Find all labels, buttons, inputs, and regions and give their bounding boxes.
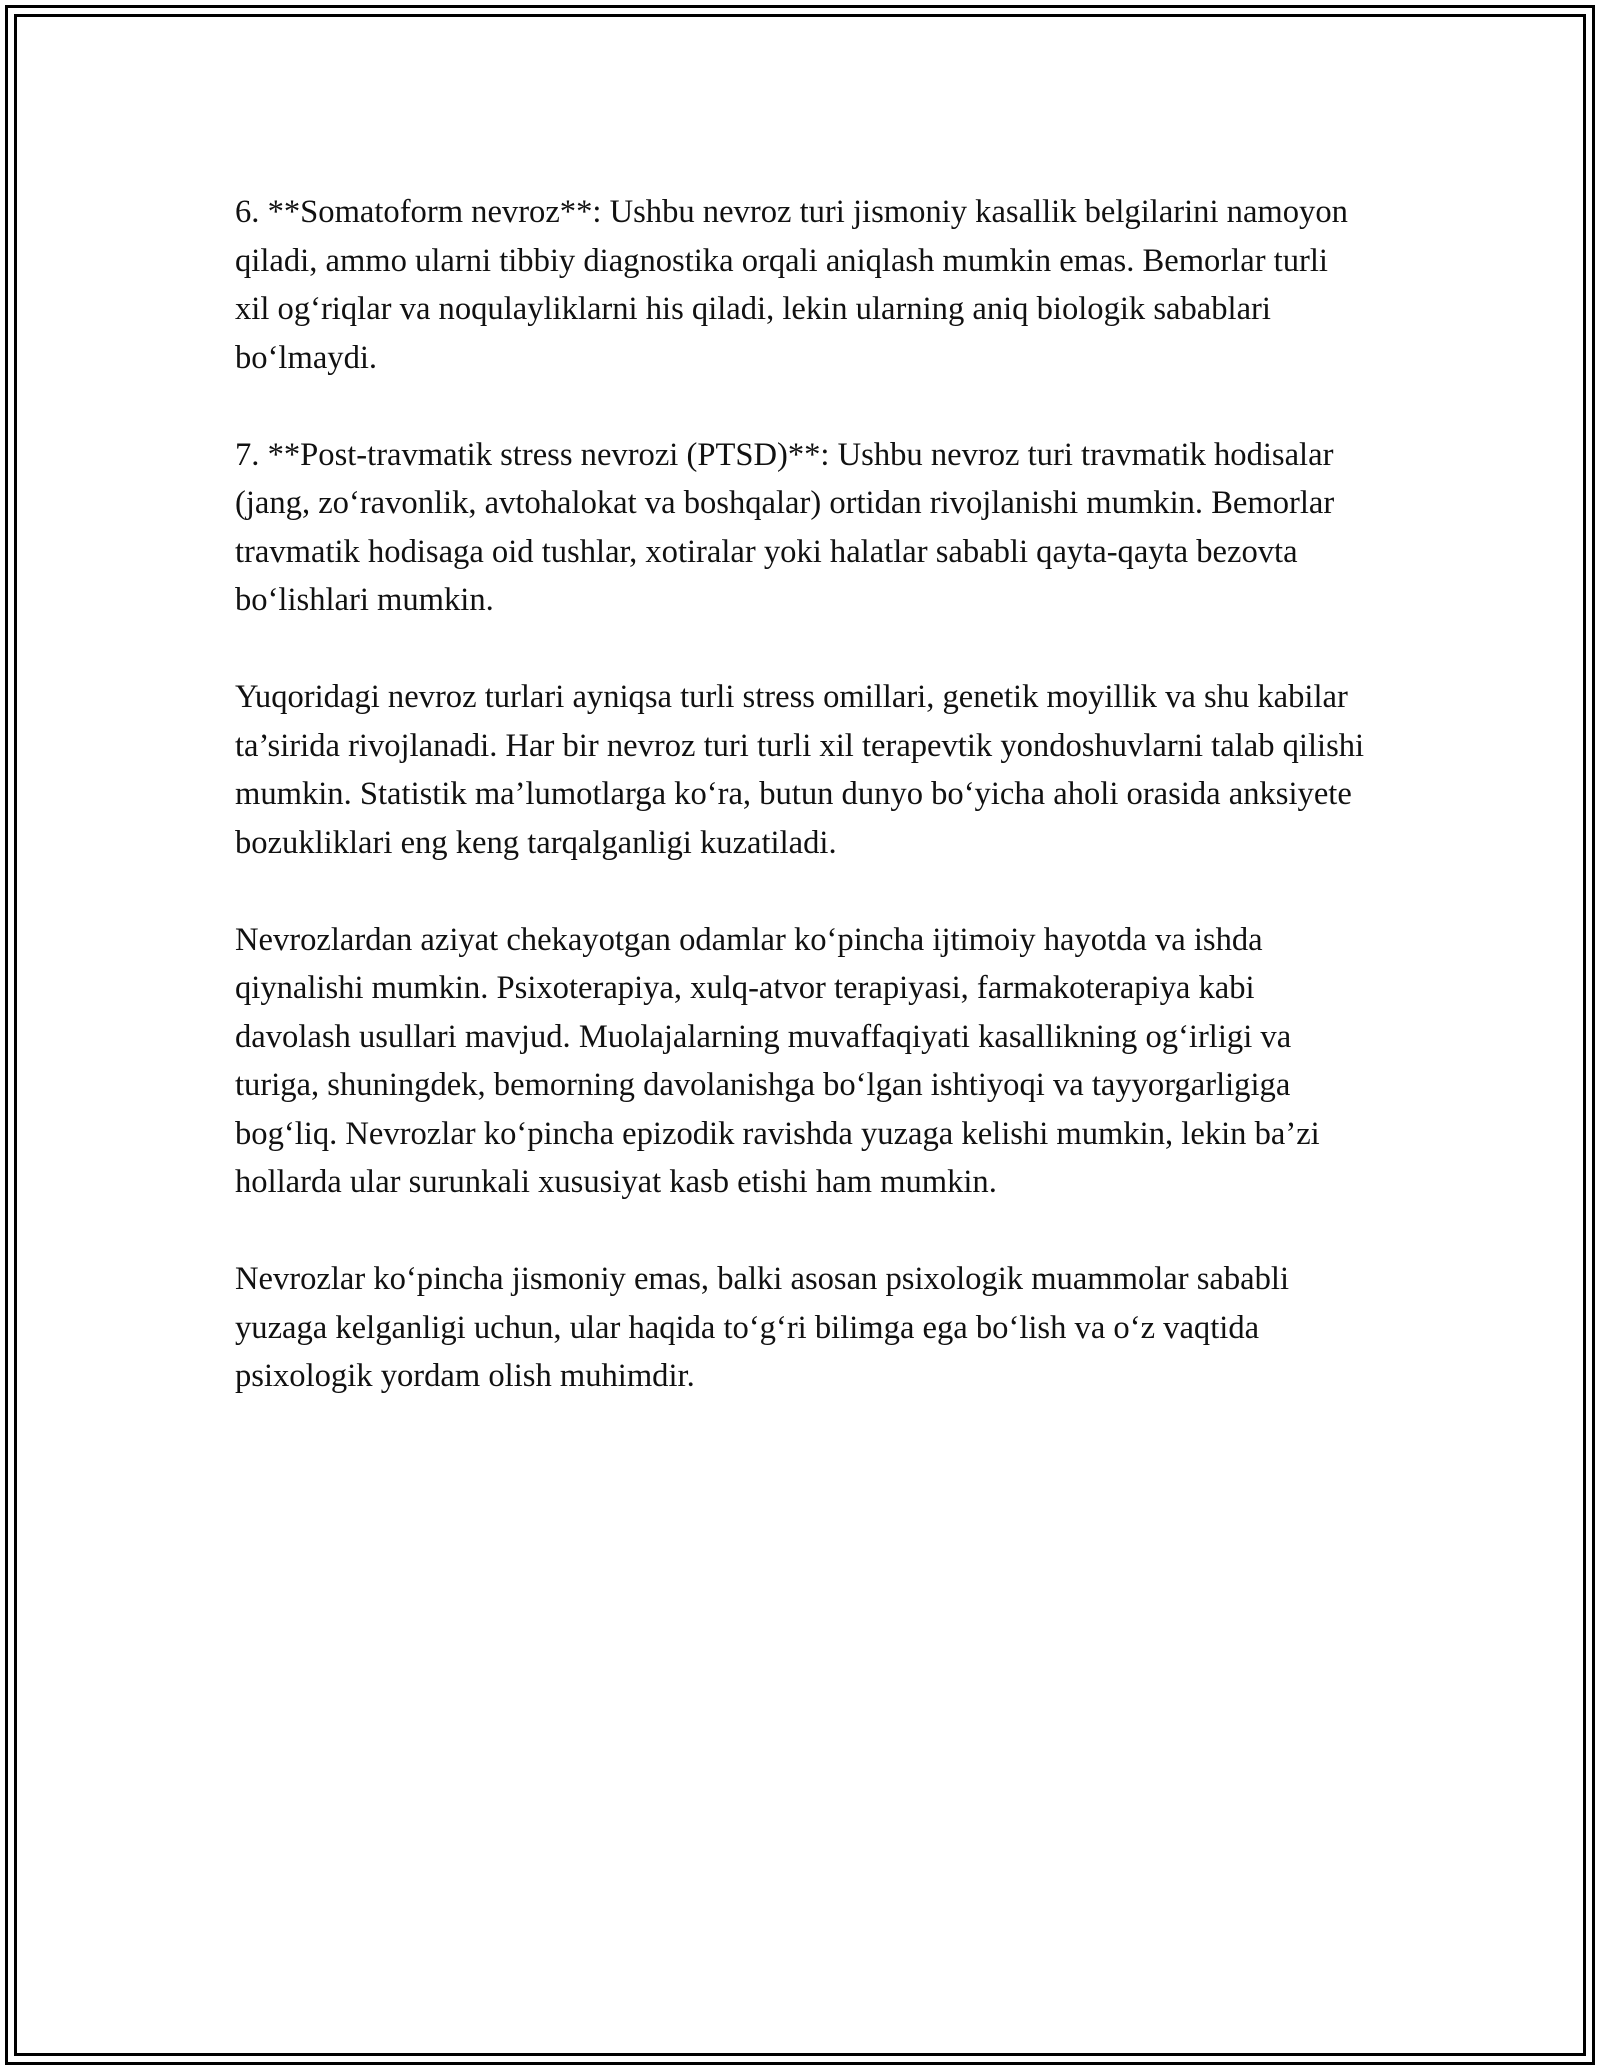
paragraph-conclusion: Nevrozlar ko‘pincha jismoniy emas, balki asosan psixologik muammolar sababli yuzaga kelganligi uchun, ular haqida to‘g‘ri bilimga ega bo‘lish va o‘z vaqtida psixologik yordam olish muhimdir. xyxy=(235,1261,1290,1394)
paragraph-somatoform-nevroz: 6. **Somatoform nevroz**: Ushbu nevroz turi jismoniy kasallik belgilarini namoyon qiladi, ammo ularni tibbiy diagnostika orqali aniqlash mumkin emas. Bemorlar turli xil og‘riqlar va noqulayliklarni his qiladi, lekin ularning aniq biologik sabablari bo‘lmaydi. xyxy=(235,194,1348,376)
paragraph-treatment: Nevrozlardan aziyat chekayotgan odamlar ko‘pincha ijtimoiy hayotda va ishda qiynalishi mumkin. Psixoterapiya, xulq-atvor terapiyasi, farmakoterapiya kabi davolash usullari mavjud. Muolajalarning muvaffaqiyati kasallikning og‘irligi va turiga, shuningdek, bemorning davolanishga bo‘lgan ishtiyoqi va tayyorgarligiga bog‘liq. Nevrozlar ko‘pincha epizodik ravishda yuzaga kelishi mumkin, lekin ba’zi hollarda ular surunkali xususiyat kasb etishi ham mumkin. xyxy=(235,921,1320,1200)
document-body xyxy=(235,188,1365,1449)
paragraph-causes: Yuqoridagi nevroz turlari ayniqsa turli stress omillari, genetik moyillik va shu kabilar ta’sirida rivojlanadi. Har bir nevroz turi turli xil terapevtik yondoshuvlarni talab qilishi mumkin. Statistik ma’lumotlarga ko‘ra, butun dunyo bo‘yicha aholi orasida anksiyete bozukliklari eng keng tarqalganligi kuzatiladi. xyxy=(235,679,1365,861)
paragraph-ptsd: 7. **Post-travmatik stress nevrozi (PTSD)**: Ushbu nevroz turi travmatik hodisalar (jang, zo‘ravonlik, avtohalokat va boshqalar) ortidan rivojlanishi mumkin. Bemorlar travmatik hodisaga oid tushlar, xotiralar yoki halatlar sababli qayta-qayta bezovta bo‘lishlari mumkin. xyxy=(235,436,1335,618)
